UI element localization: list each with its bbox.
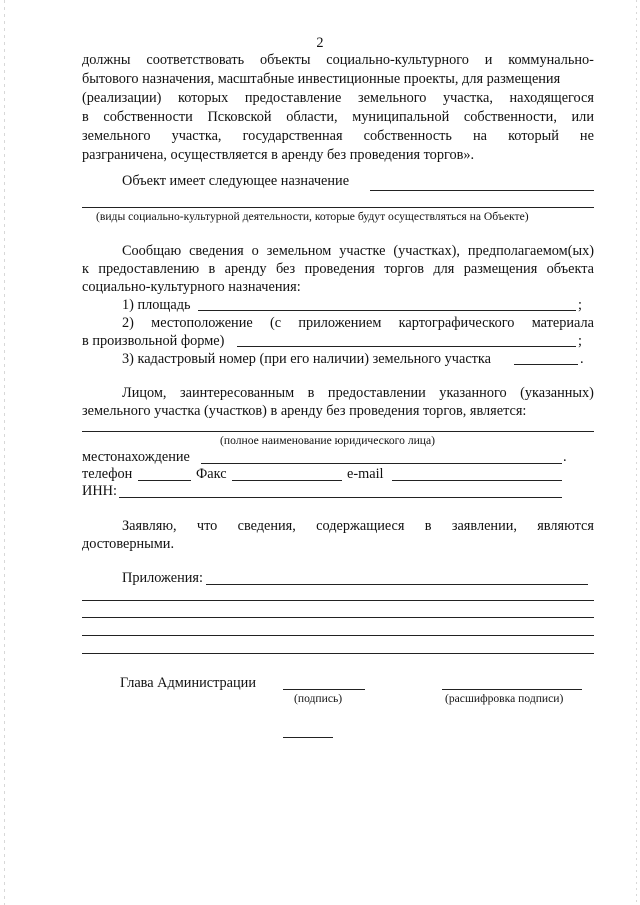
word: картографического [398, 315, 515, 331]
cadastral-label: 3) кадастровый номер (при его наличии) земельного участка [122, 351, 491, 367]
word: предполагаемом(ых) [467, 243, 594, 259]
word: сведения [189, 243, 244, 259]
declaration-line-1 [122, 517, 594, 535]
signature-decode-hint: (расшифровка подписи) [445, 692, 564, 705]
word: содержащиеся [316, 518, 405, 534]
word: коммунально- [508, 52, 594, 68]
location-field-line[interactable] [237, 346, 576, 347]
word: сведения, [237, 518, 296, 534]
fax-label: Факс [196, 466, 227, 482]
applicant-location-label: местонахождение [82, 449, 190, 465]
fax-field-line[interactable] [232, 480, 342, 481]
page-number: 2 [316, 35, 324, 51]
word: в [424, 518, 432, 534]
word: в [208, 261, 216, 277]
purpose-field-line[interactable] [370, 190, 594, 191]
attachments-line-4[interactable] [82, 635, 594, 636]
email-label: e-mail [347, 466, 384, 482]
applicant-line-2: земельного участка (участков) в аренду без проведения торгов, является: [82, 403, 527, 419]
land-info-line-2 [82, 260, 594, 278]
word: проведения [304, 261, 375, 277]
word: без [275, 261, 296, 277]
email-field-line[interactable] [392, 480, 562, 481]
area-label: 1) площадь [122, 297, 191, 313]
word: находящегося [509, 90, 594, 106]
applicant-line-1 [122, 384, 594, 402]
word: участка, [443, 90, 493, 106]
scan-edge-right [636, 0, 637, 905]
word: местоположение [151, 315, 253, 331]
word: собственность [363, 128, 452, 144]
land-info-line-1 [122, 242, 594, 260]
location-line-2: в произвольной форме) [82, 333, 225, 349]
attachments-label: Приложения: [122, 570, 203, 586]
word: не [579, 128, 594, 144]
word: что [196, 518, 218, 534]
word: должны [82, 52, 131, 68]
word: государственная [242, 128, 343, 144]
word: приложением [298, 315, 382, 331]
head-label: Глава Администрации [120, 675, 256, 691]
word: Заявляю, [122, 518, 177, 534]
word: земельного [357, 90, 427, 106]
word: собственности, [463, 109, 557, 125]
word: собственности [103, 109, 193, 125]
word: (указанных) [520, 385, 594, 401]
word: земельном [266, 243, 332, 259]
intro-line-2: бытового назначения, масштабные инвестиционные проекты, для размещения [82, 71, 561, 87]
word: указанного [439, 385, 507, 401]
word: муниципальной [352, 109, 450, 125]
word: которых [177, 90, 229, 106]
intro-line-4 [82, 108, 594, 126]
word: являются [537, 518, 594, 534]
purpose-hint: (виды социально-культурной деятельности, которые будут осуществляться на Объекте) [96, 210, 529, 223]
word: предоставление [244, 90, 342, 106]
area-end: ; [578, 297, 582, 313]
intro-line-6: разграничена, осуществляется в аренду без проведения торгов». [82, 147, 475, 163]
intro-line-5 [82, 127, 594, 145]
word: торгов [384, 261, 424, 277]
word: аренду [224, 261, 267, 277]
intro-line-1 [82, 51, 594, 69]
word: предоставлении [327, 385, 426, 401]
word: 2) [122, 315, 134, 331]
word: (с [269, 315, 282, 331]
purpose-field-line-2[interactable] [82, 207, 594, 208]
word: земельного [82, 128, 151, 144]
word: размещения [463, 261, 538, 277]
word: объекта [546, 261, 594, 277]
attachments-line-3[interactable] [82, 617, 594, 618]
word: заявлении, [451, 518, 517, 534]
word: (реализации) [82, 90, 162, 106]
word: для [433, 261, 455, 277]
phone-field-line[interactable] [138, 480, 191, 481]
word: материала [531, 315, 594, 331]
attachments-line-2[interactable] [82, 600, 594, 601]
word: Сообщаю [122, 243, 182, 259]
applicant-name-line[interactable] [82, 431, 594, 432]
area-field-line[interactable] [198, 310, 576, 311]
signature-line[interactable] [283, 689, 365, 690]
cadastral-end: . [580, 351, 584, 367]
word: социально-культурного [326, 52, 469, 68]
word: о [251, 243, 259, 259]
word: соответствовать [146, 52, 245, 68]
word: области, [286, 109, 338, 125]
intro-line-3 [82, 89, 594, 107]
word: объекты [260, 52, 311, 68]
applicant-location-end: . [563, 449, 567, 465]
cadastral-field-line[interactable] [514, 364, 578, 365]
signature-decode-line[interactable] [442, 689, 582, 690]
land-info-line-3: социально-культурного назначения: [82, 279, 301, 295]
word: Лицом, [122, 385, 167, 401]
word: в [307, 385, 315, 401]
word: Псковской [207, 109, 272, 125]
attachments-line-1[interactable] [206, 584, 588, 585]
word: и [484, 52, 493, 68]
purpose-label: Объект имеет следующее назначение [122, 173, 350, 189]
word: или [571, 109, 594, 125]
applicant-location-line[interactable] [201, 463, 562, 464]
inn-field-line[interactable] [119, 497, 562, 498]
attachments-line-5[interactable] [82, 653, 594, 654]
word: участка, [171, 128, 222, 144]
word: участке [339, 243, 386, 259]
declaration-line-2: достоверными. [82, 536, 175, 552]
phone-label: телефон [82, 466, 133, 482]
scan-edge-left [4, 0, 5, 905]
inn-label: ИНН: [82, 483, 117, 499]
word: (участках), [393, 243, 460, 259]
word: на [473, 128, 487, 144]
word: предоставлению [98, 261, 200, 277]
word: к [82, 261, 89, 277]
location-end: ; [578, 333, 582, 349]
word: заинтересованным [180, 385, 295, 401]
word: который [508, 128, 559, 144]
closing-separator [283, 737, 333, 738]
applicant-name-hint: (полное наименование юридического лица) [220, 434, 436, 447]
location-line-1 [122, 314, 594, 332]
word: в [82, 109, 89, 125]
signature-hint: (подпись) [294, 692, 343, 705]
